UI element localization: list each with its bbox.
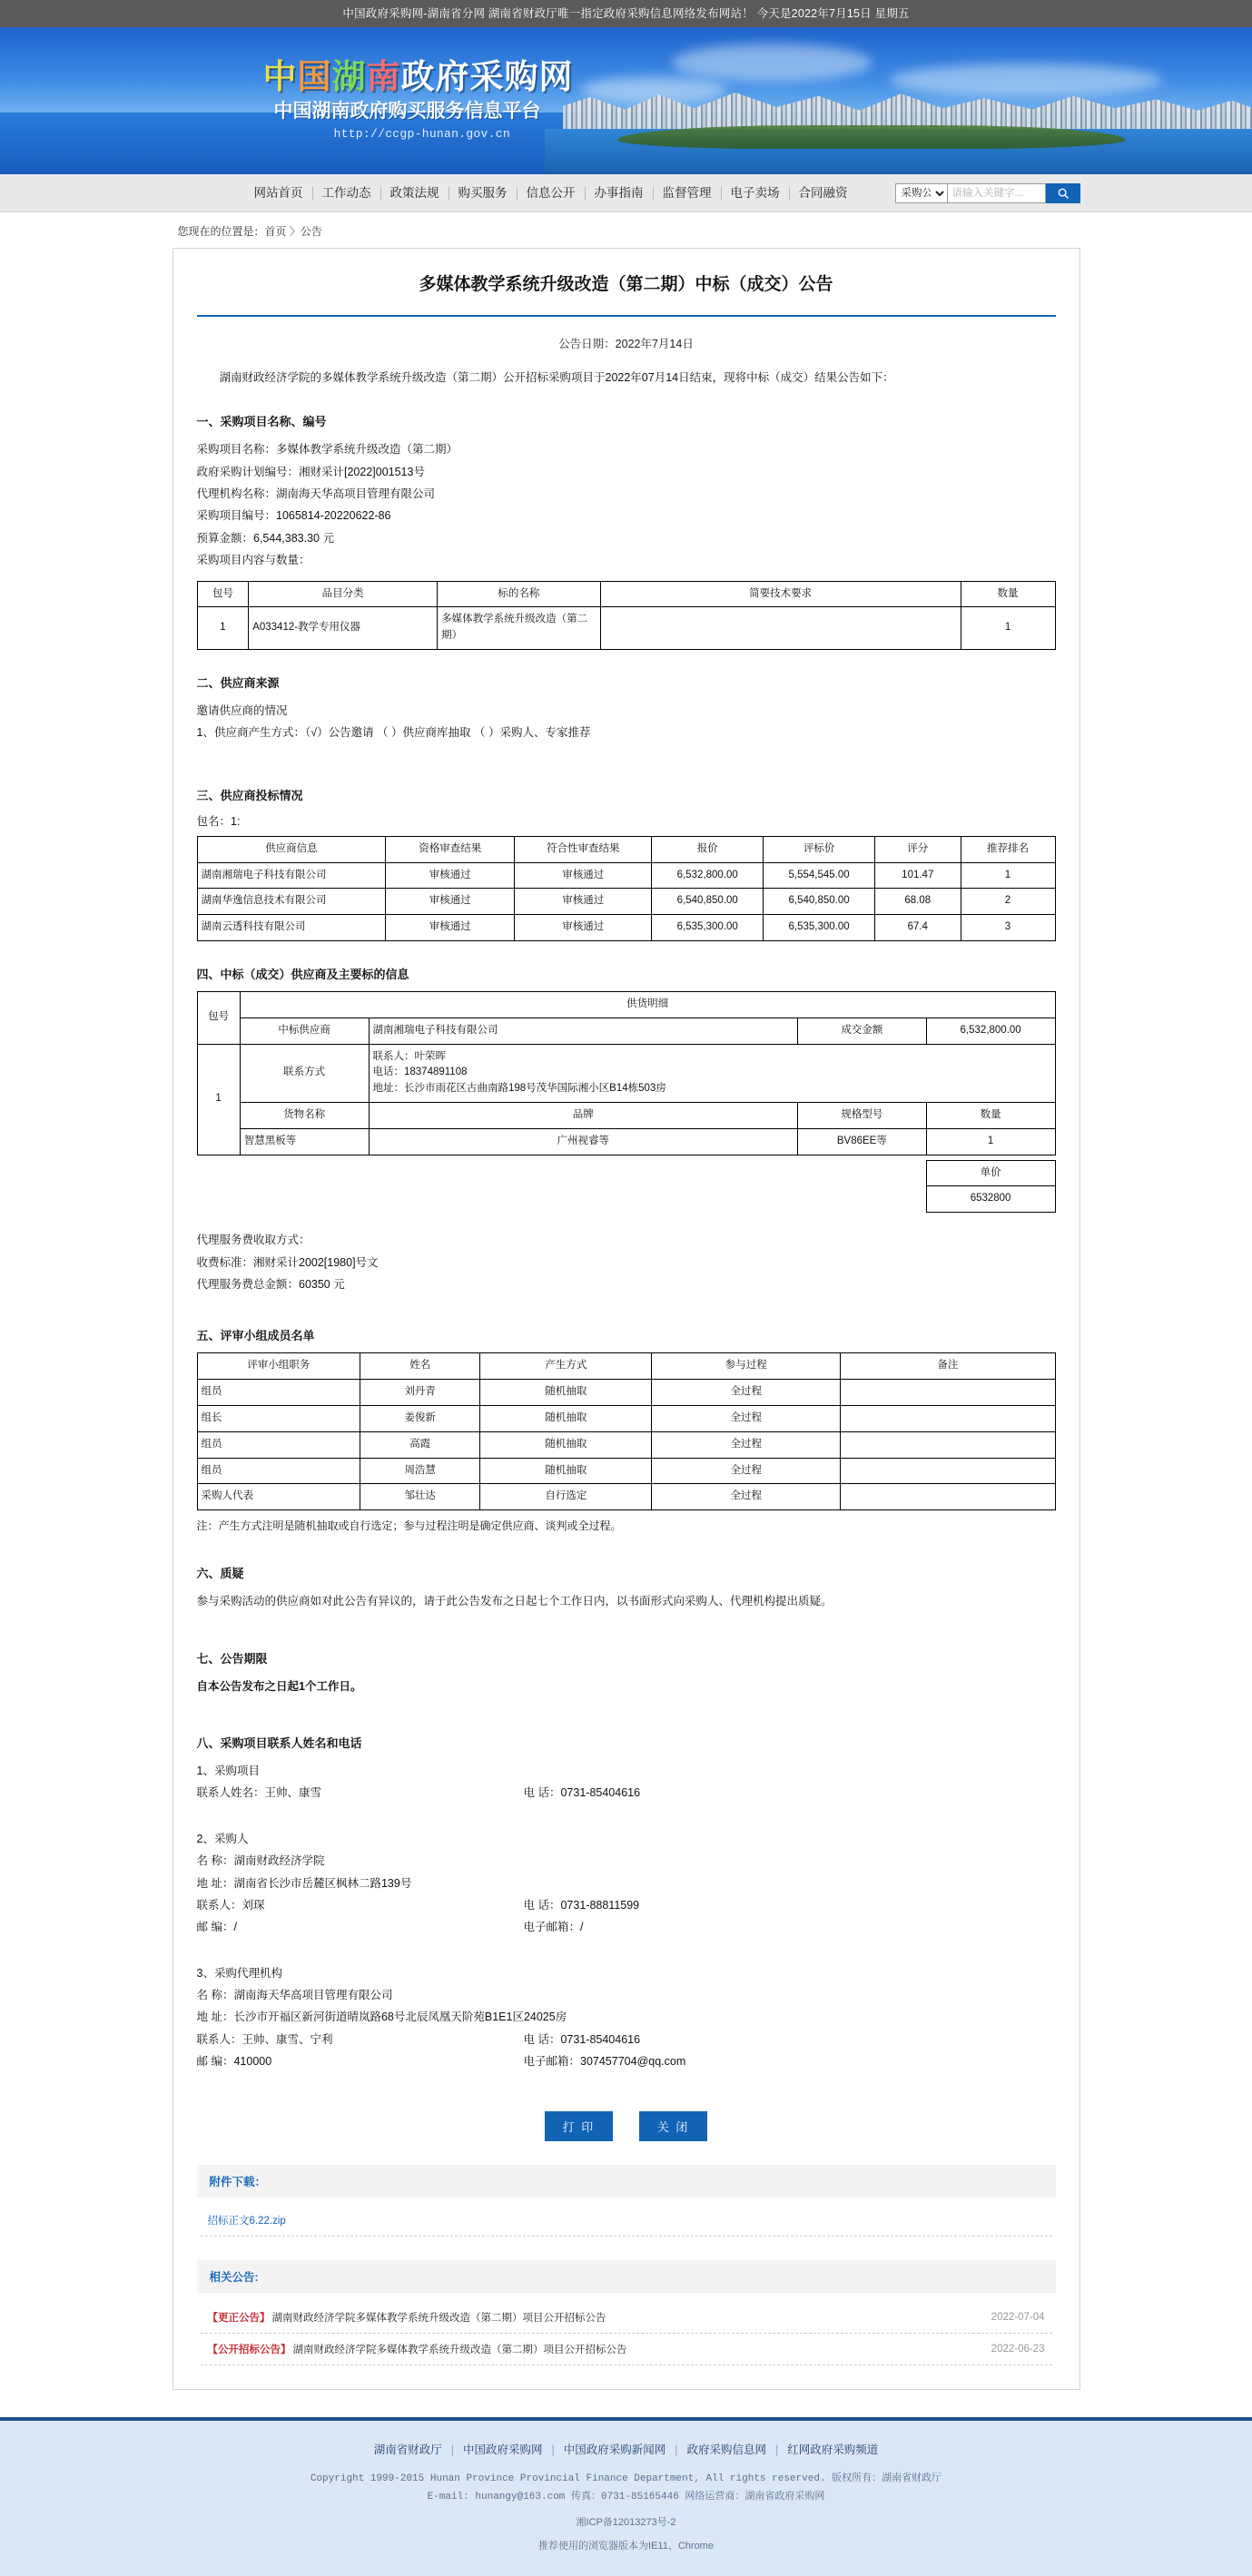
agency-org-address: 地 址：长沙市开福区新河街道晴岚路68号北辰凤凰天阶苑B1E1区24025房 [197, 2006, 1056, 2028]
th-remark: 备注 [841, 1353, 1055, 1380]
th-tech-requirement: 简要技术要求 [600, 581, 961, 607]
cell-bag-no: 1 [197, 1044, 240, 1155]
cell-score: 67.4 [875, 915, 961, 941]
agency-contact-phone: 电 话：0731-85404616 [524, 2029, 641, 2050]
section-7-heading: 七、公告期限 [197, 1649, 1056, 1667]
cell-panel-role: 组员 [197, 1380, 360, 1406]
list-item[interactable] [201, 2302, 1052, 2334]
winner-contact-address: 地址：长沙市雨花区古曲南路198号茂华国际湘小区B14栋503房 [373, 1081, 1051, 1097]
cell-quoted-price: 6,535,300.00 [652, 915, 764, 941]
footer-link-rednet[interactable]: 红网政府采购频道 [787, 2443, 878, 2456]
related-announcements-panel [197, 2260, 1056, 2365]
review-panel-note: 注：产生方式注明是随机抽取或自行选定；参与过程注明是确定供应商、谈判或全过程。 [197, 1518, 1056, 1533]
table-row [197, 1128, 1055, 1155]
nav-item-work-updates[interactable]: 工作动态 [313, 187, 381, 200]
publish-date-label: 公告日期： [558, 338, 616, 350]
logo-char-4: 南 [367, 58, 401, 95]
purchaser-name: 名 称：湖南财政经济学院 [197, 1850, 1056, 1872]
related-date: 2022-06-23 [991, 2344, 1045, 2355]
agency-contact-row [197, 2029, 1056, 2050]
related-title: 湖南财政经济学院多媒体教学系统升级改造（第二期）项目公开招标公告 [293, 2342, 979, 2356]
nav-list [245, 187, 857, 200]
challenge-text: 参与采购活动的供应商如对此公告有异议的，请于此公告发布之日起七个工作日内，以书面形式向采购人、代理机构提出质疑。 [197, 1590, 1056, 1612]
project-number-line: 采购项目编号：1065814-20220622-86 [197, 505, 1056, 526]
cell-panel-role: 组长 [197, 1406, 360, 1432]
footer-separator: | [775, 2443, 778, 2456]
table-header-row [197, 1103, 1055, 1129]
cell-score: 68.08 [875, 889, 961, 915]
th-participation: 参与过程 [652, 1353, 841, 1380]
review-panel-table [197, 1352, 1056, 1510]
th-rank: 推荐排名 [961, 836, 1055, 862]
announcement-card [173, 248, 1080, 2390]
cell-panel-name: 高霞 [360, 1431, 480, 1458]
logo-char-3: 湖 [332, 58, 367, 95]
cell-participation: 全过程 [652, 1484, 841, 1510]
cell-qualification-result: 审核通过 [386, 915, 515, 941]
cell-rank: 2 [961, 889, 1055, 915]
table-header-row [197, 1160, 1056, 1186]
announcement-period-text: 自本公告发布之日起1个工作日。 [197, 1676, 1056, 1697]
cell-rank: 1 [961, 862, 1055, 889]
winning-supplier-table [197, 991, 1056, 1155]
search-box [895, 183, 1080, 203]
search-input[interactable] [948, 183, 1046, 203]
footer-separator: | [675, 2443, 677, 2456]
cell-goods-quantity: 1 [926, 1128, 1055, 1155]
project-name-line: 采购项目名称：多媒体教学系统升级改造（第二期） [197, 438, 1056, 460]
cell-evaluated-price: 6,535,300.00 [764, 915, 875, 941]
footer-link-ccgp-news[interactable]: 中国政府采购新闻网 [564, 2443, 666, 2456]
search-icon [1057, 187, 1070, 200]
contact-group-1-row [197, 1782, 1056, 1804]
cell-participation: 全过程 [652, 1431, 841, 1458]
site-subtitle: 中国湖南政府购买服务信息平台 [274, 96, 541, 123]
th-supply-detail: 供货明细 [240, 991, 1055, 1018]
attachments-heading: 附件下载： [197, 2165, 1056, 2197]
cell-selection-method: 随机抽取 [480, 1380, 652, 1406]
th-selection-method: 产生方式 [480, 1353, 652, 1380]
cell-selection-method: 随机抽取 [480, 1458, 652, 1484]
value-deal-amount: 6,532,800.00 [926, 1018, 1055, 1044]
cell-bag-no: 1 [197, 607, 249, 650]
cell-supplier-info: 湖南华逸信息技术有限公司 [197, 889, 386, 915]
cell-brand: 广州视睿等 [369, 1128, 798, 1155]
agency-fee-standard-line: 收费标准：湘财采计2002[1980]号文 [197, 1252, 1056, 1273]
breadcrumb-home[interactable]: 首页 [265, 225, 287, 238]
attachments-panel [197, 2165, 1056, 2237]
nav-item-supervision[interactable]: 监督管理 [654, 187, 722, 200]
th-evaluated-price: 评标价 [764, 836, 875, 862]
cell-remark [841, 1431, 1055, 1458]
related-tag: 【公开招标公告】 [208, 2342, 291, 2356]
th-goods-name: 货物名称 [240, 1103, 369, 1129]
cell-evaluated-price: 5,554,545.00 [764, 862, 875, 889]
cell-panel-name: 周浩慧 [360, 1458, 480, 1484]
site-banner [0, 27, 1252, 174]
cell-quantity: 1 [961, 607, 1055, 650]
cell-compliance-result: 审核通过 [515, 915, 652, 941]
table-row [197, 889, 1055, 915]
cell-selection-method: 自行选定 [480, 1484, 652, 1510]
supplier-source-line: 1、供应商产生方式：（√）公告邀请 （ ）供应商库抽取 （ ）采购人、专家推荐 [197, 722, 1056, 743]
th-quantity: 数量 [961, 581, 1055, 607]
related-title: 湖南财政经济学院多媒体教学系统升级改造（第二期）项目公开招标公告 [272, 2310, 979, 2325]
site-footer [0, 2417, 1252, 2576]
agency-name-line: 代理机构名称：湖南海天华高项目管理有限公司 [197, 483, 1056, 505]
cell-selection-method: 随机抽取 [480, 1406, 652, 1432]
th-subject-name: 标的名称 [438, 581, 601, 607]
value-contact-method [369, 1044, 1055, 1102]
related-tag: 【更正公告】 [208, 2310, 271, 2325]
cell-panel-name: 邹壮达 [360, 1484, 480, 1510]
cell-evaluated-price: 6,540,850.00 [764, 889, 875, 915]
table-row [197, 1484, 1055, 1510]
site-url: http://ccgp-hunan.gov.cn [334, 127, 510, 141]
main-navigation [0, 174, 1252, 212]
section-2-heading: 二、供应商来源 [197, 673, 1056, 691]
top-notice-bar [0, 0, 1252, 27]
project-contact-name: 联系人姓名：王帅、康雪 [197, 1782, 524, 1804]
nav-item-e-market[interactable]: 电子卖场 [722, 187, 790, 200]
footer-link-finance-dept[interactable]: 湖南省财政厅 [374, 2443, 442, 2456]
agency-org-name: 名 称：湖南海天华高项目管理有限公司 [197, 1984, 1056, 2006]
th-bag-no: 包号 [197, 991, 240, 1044]
logo-char-2: 国 [298, 58, 332, 95]
purchaser-contact-phone: 电 话：0731-88811599 [524, 1894, 640, 1916]
cell-model: BV86EE等 [798, 1128, 927, 1155]
top-notice-text: 中国政府采购网-湖南省分网 湖南省财政厅唯一指定政府采购信息网络发布网站！ 今天是2022年7月15日 星期五 [342, 7, 909, 20]
table-row [197, 1458, 1055, 1484]
bag-name-label: 包名：1: [197, 812, 1056, 829]
publish-date [197, 335, 1056, 351]
action-buttons [197, 2111, 1056, 2141]
th-panel-name: 姓名 [360, 1353, 480, 1380]
section-8-heading: 八、采购项目联系人姓名和电话 [197, 1734, 1056, 1751]
purchaser-email: 电子邮箱：/ [524, 1916, 584, 1938]
plan-number-line: 政府采购计划编号：湘财采计[2022]001513号 [197, 461, 1056, 483]
lead-paragraph: 湖南财政经济学院的多媒体教学系统升级改造（第二期）公开招标采购项目于2022年07月14日结束，现将中标（成交）结果公告如下： [197, 368, 1056, 389]
table-row [197, 607, 1055, 650]
th-item-category: 品目分类 [249, 581, 438, 607]
nav-item-purchase-services[interactable]: 购买服务 [449, 187, 518, 200]
cell-panel-name: 姜俊新 [360, 1406, 480, 1432]
th-model: 规格型号 [798, 1103, 927, 1129]
breadcrumb-current: 公告 [301, 225, 322, 238]
cell-participation: 全过程 [652, 1380, 841, 1406]
cell-score: 101.47 [875, 862, 961, 889]
agency-zip: 邮 编：410000 [197, 2050, 524, 2072]
th-brand: 品牌 [369, 1103, 798, 1129]
project-contact-phone: 电 话：0731-85404616 [524, 1782, 641, 1804]
supplier-bids-table [197, 836, 1056, 941]
footer-link-info-net[interactable]: 政府采购信息网 [687, 2443, 767, 2456]
cell-participation: 全过程 [652, 1458, 841, 1484]
nav-item-guide[interactable]: 办事指南 [586, 187, 654, 200]
invite-situation-line: 邀请供应商的情况 [197, 700, 1056, 722]
cell-quoted-price: 6,532,800.00 [652, 862, 764, 889]
cell-goods-name: 智慧黑板等 [240, 1128, 369, 1155]
table-row [197, 1380, 1055, 1406]
site-logo-rest: 政府采购网 [401, 58, 574, 95]
attachment-item[interactable]: 招标正文6.22.zip [201, 2207, 1052, 2237]
publish-date-value: 2022年7月14日 [616, 338, 694, 350]
contact-group-1-title: 1、采购项目 [197, 1760, 1056, 1782]
purchaser-zip: 邮 编：/ [197, 1916, 524, 1938]
table-row [197, 1018, 1055, 1044]
section-1-heading: 一、采购项目名称、编号 [197, 412, 1056, 429]
value-winning-supplier: 湖南湘瑞电子科技有限公司 [369, 1018, 798, 1044]
th-score: 评分 [875, 836, 961, 862]
cell-remark [841, 1458, 1055, 1484]
contact-group-2-title: 2、采购人 [197, 1828, 1056, 1850]
cell-qualification-result: 审核通过 [386, 862, 515, 889]
table-row [197, 1406, 1055, 1432]
search-button[interactable] [1046, 183, 1080, 203]
th-panel-role: 评审小组职务 [197, 1353, 360, 1380]
cell-item-category: A033412-教学专用仪器 [249, 607, 438, 650]
nav-item-home[interactable]: 网站首页 [245, 187, 313, 200]
search-category-select[interactable] [895, 183, 948, 203]
table-header-row [197, 581, 1055, 607]
footer-copyright: Copyright 1999-2015 Hunan Province Provincial Finance Department, All rights reserved. 版权所有：湖南省财政厅 [0, 2470, 1252, 2489]
cell-rank: 3 [961, 915, 1055, 941]
agency-fee-method-line: 代理服务费收取方式： [197, 1229, 1056, 1251]
agency-contact-person: 联系人：王帅、康雪、宁利 [197, 2029, 524, 2050]
footer-links [0, 2441, 1252, 2457]
purchaser-address: 地 址：湖南省长沙市岳麓区枫林二路139号 [197, 1873, 1056, 1894]
th-supplier-info: 供应商信息 [197, 836, 386, 862]
section-4-heading: 四、中标（成交）供应商及主要标的信息 [197, 965, 1056, 982]
th-unit-price: 单价 [926, 1160, 1055, 1186]
cell-qualification-result: 审核通过 [386, 889, 515, 915]
purchaser-contact-person: 联系人：刘琛 [197, 1894, 524, 1916]
th-quoted-price: 报价 [652, 836, 764, 862]
print-button[interactable]: 打 印 [545, 2111, 614, 2141]
label-winning-supplier: 中标供应商 [240, 1018, 369, 1044]
footer-separator: | [451, 2443, 454, 2456]
purchaser-contact-row [197, 1894, 1056, 1916]
cell-remark [841, 1484, 1055, 1510]
footer-contact: E-mail: hunangy@163.com 传真：0731-85165446 网络运营商：湖南省政府采购网 [0, 2488, 1252, 2507]
table-header-row [197, 836, 1055, 862]
th-qualification-result: 资格审查结果 [386, 836, 515, 862]
table-row [197, 1044, 1055, 1102]
agency-zip-row [197, 2050, 1056, 2072]
cell-supplier-info: 湖南湘瑞电子科技有限公司 [197, 862, 386, 889]
cell-panel-role: 组员 [197, 1431, 360, 1458]
section-3-heading: 三、供应商投标情况 [197, 786, 1056, 803]
cell-unit-price: 6532800 [926, 1186, 1055, 1213]
cell-selection-method: 随机抽取 [480, 1431, 652, 1458]
related-date: 2022-07-04 [991, 2312, 1045, 2323]
agency-email: 电子邮箱：307457704@qq.com [524, 2050, 686, 2072]
site-logo[interactable] [263, 49, 574, 98]
related-heading: 相关公告: [197, 2260, 1056, 2293]
cell-compliance-result: 审核通过 [515, 889, 652, 915]
table-row [197, 1186, 1056, 1213]
cell-tech-requirement [600, 607, 961, 650]
table-header-row [197, 991, 1055, 1018]
nav-item-contract-finance[interactable]: 合同融资 [790, 187, 857, 200]
page-title: 多媒体教学系统升级改造（第二期）中标（成交）公告 [197, 249, 1056, 317]
nav-item-info-disclosure[interactable]: 信息公开 [518, 187, 586, 200]
table-row [197, 1431, 1055, 1458]
contact-group-3-title: 3、采购代理机构 [197, 1962, 1056, 1984]
project-items-table [197, 581, 1056, 650]
nav-item-policies[interactable]: 政策法规 [381, 187, 449, 200]
breadcrumb-prefix: 您现在的位置是： [178, 225, 265, 238]
list-item[interactable] [201, 2334, 1052, 2365]
cell-panel-role: 采购人代表 [197, 1484, 360, 1510]
footer-browser-tip: 推荐使用的浏览器版本为IE11、Chrome [0, 2538, 1252, 2552]
footer-link-ccgp[interactable]: 中国政府采购网 [463, 2443, 543, 2456]
cell-participation: 全过程 [652, 1406, 841, 1432]
purchaser-zip-row [197, 1916, 1056, 1938]
agency-fee-total-line: 代理服务费总金额：60350 元 [197, 1273, 1056, 1295]
breadcrumb [173, 212, 1080, 248]
logo-char-1: 中 [263, 58, 298, 95]
th-bag-no: 包号 [197, 581, 249, 607]
footer-icp[interactable]: 湘ICP备12013273号-2 [0, 2514, 1252, 2529]
goods-unit-price-table [197, 1160, 1056, 1214]
budget-line: 预算金额：6,544,383.30 元 [197, 527, 1056, 549]
winner-contact-person: 联系人：叶荣晖 [373, 1049, 1051, 1066]
section-6-heading: 六、质疑 [197, 1564, 1056, 1581]
cell-quoted-price: 6,540,850.00 [652, 889, 764, 915]
cell-panel-name: 刘丹青 [360, 1380, 480, 1406]
th-compliance-result: 符合性审查结果 [515, 836, 652, 862]
breadcrumb-separator: 〉 [290, 225, 301, 238]
cell-supplier-info: 湖南云透科技有限公司 [197, 915, 386, 941]
cell-panel-role: 组员 [197, 1458, 360, 1484]
table-header-row [197, 1353, 1055, 1380]
th-goods-quantity: 数量 [926, 1103, 1055, 1129]
footer-separator: | [551, 2443, 554, 2456]
content-quantity-line: 采购项目内容与数量： [197, 549, 1056, 571]
label-deal-amount: 成交金额 [798, 1018, 927, 1044]
section-5-heading: 五、评审小组成员名单 [197, 1326, 1056, 1343]
cell-subject-name: 多媒体教学系统升级改造（第二期） [438, 607, 601, 650]
table-row [197, 862, 1055, 889]
cell-remark [841, 1406, 1055, 1432]
label-contact-method: 联系方式 [240, 1044, 369, 1102]
cell-compliance-result: 审核通过 [515, 862, 652, 889]
table-row [197, 915, 1055, 941]
winner-contact-phone: 电话：18374891108 [373, 1065, 1051, 1081]
cell-remark [841, 1380, 1055, 1406]
close-button[interactable]: 关 闭 [639, 2111, 708, 2141]
